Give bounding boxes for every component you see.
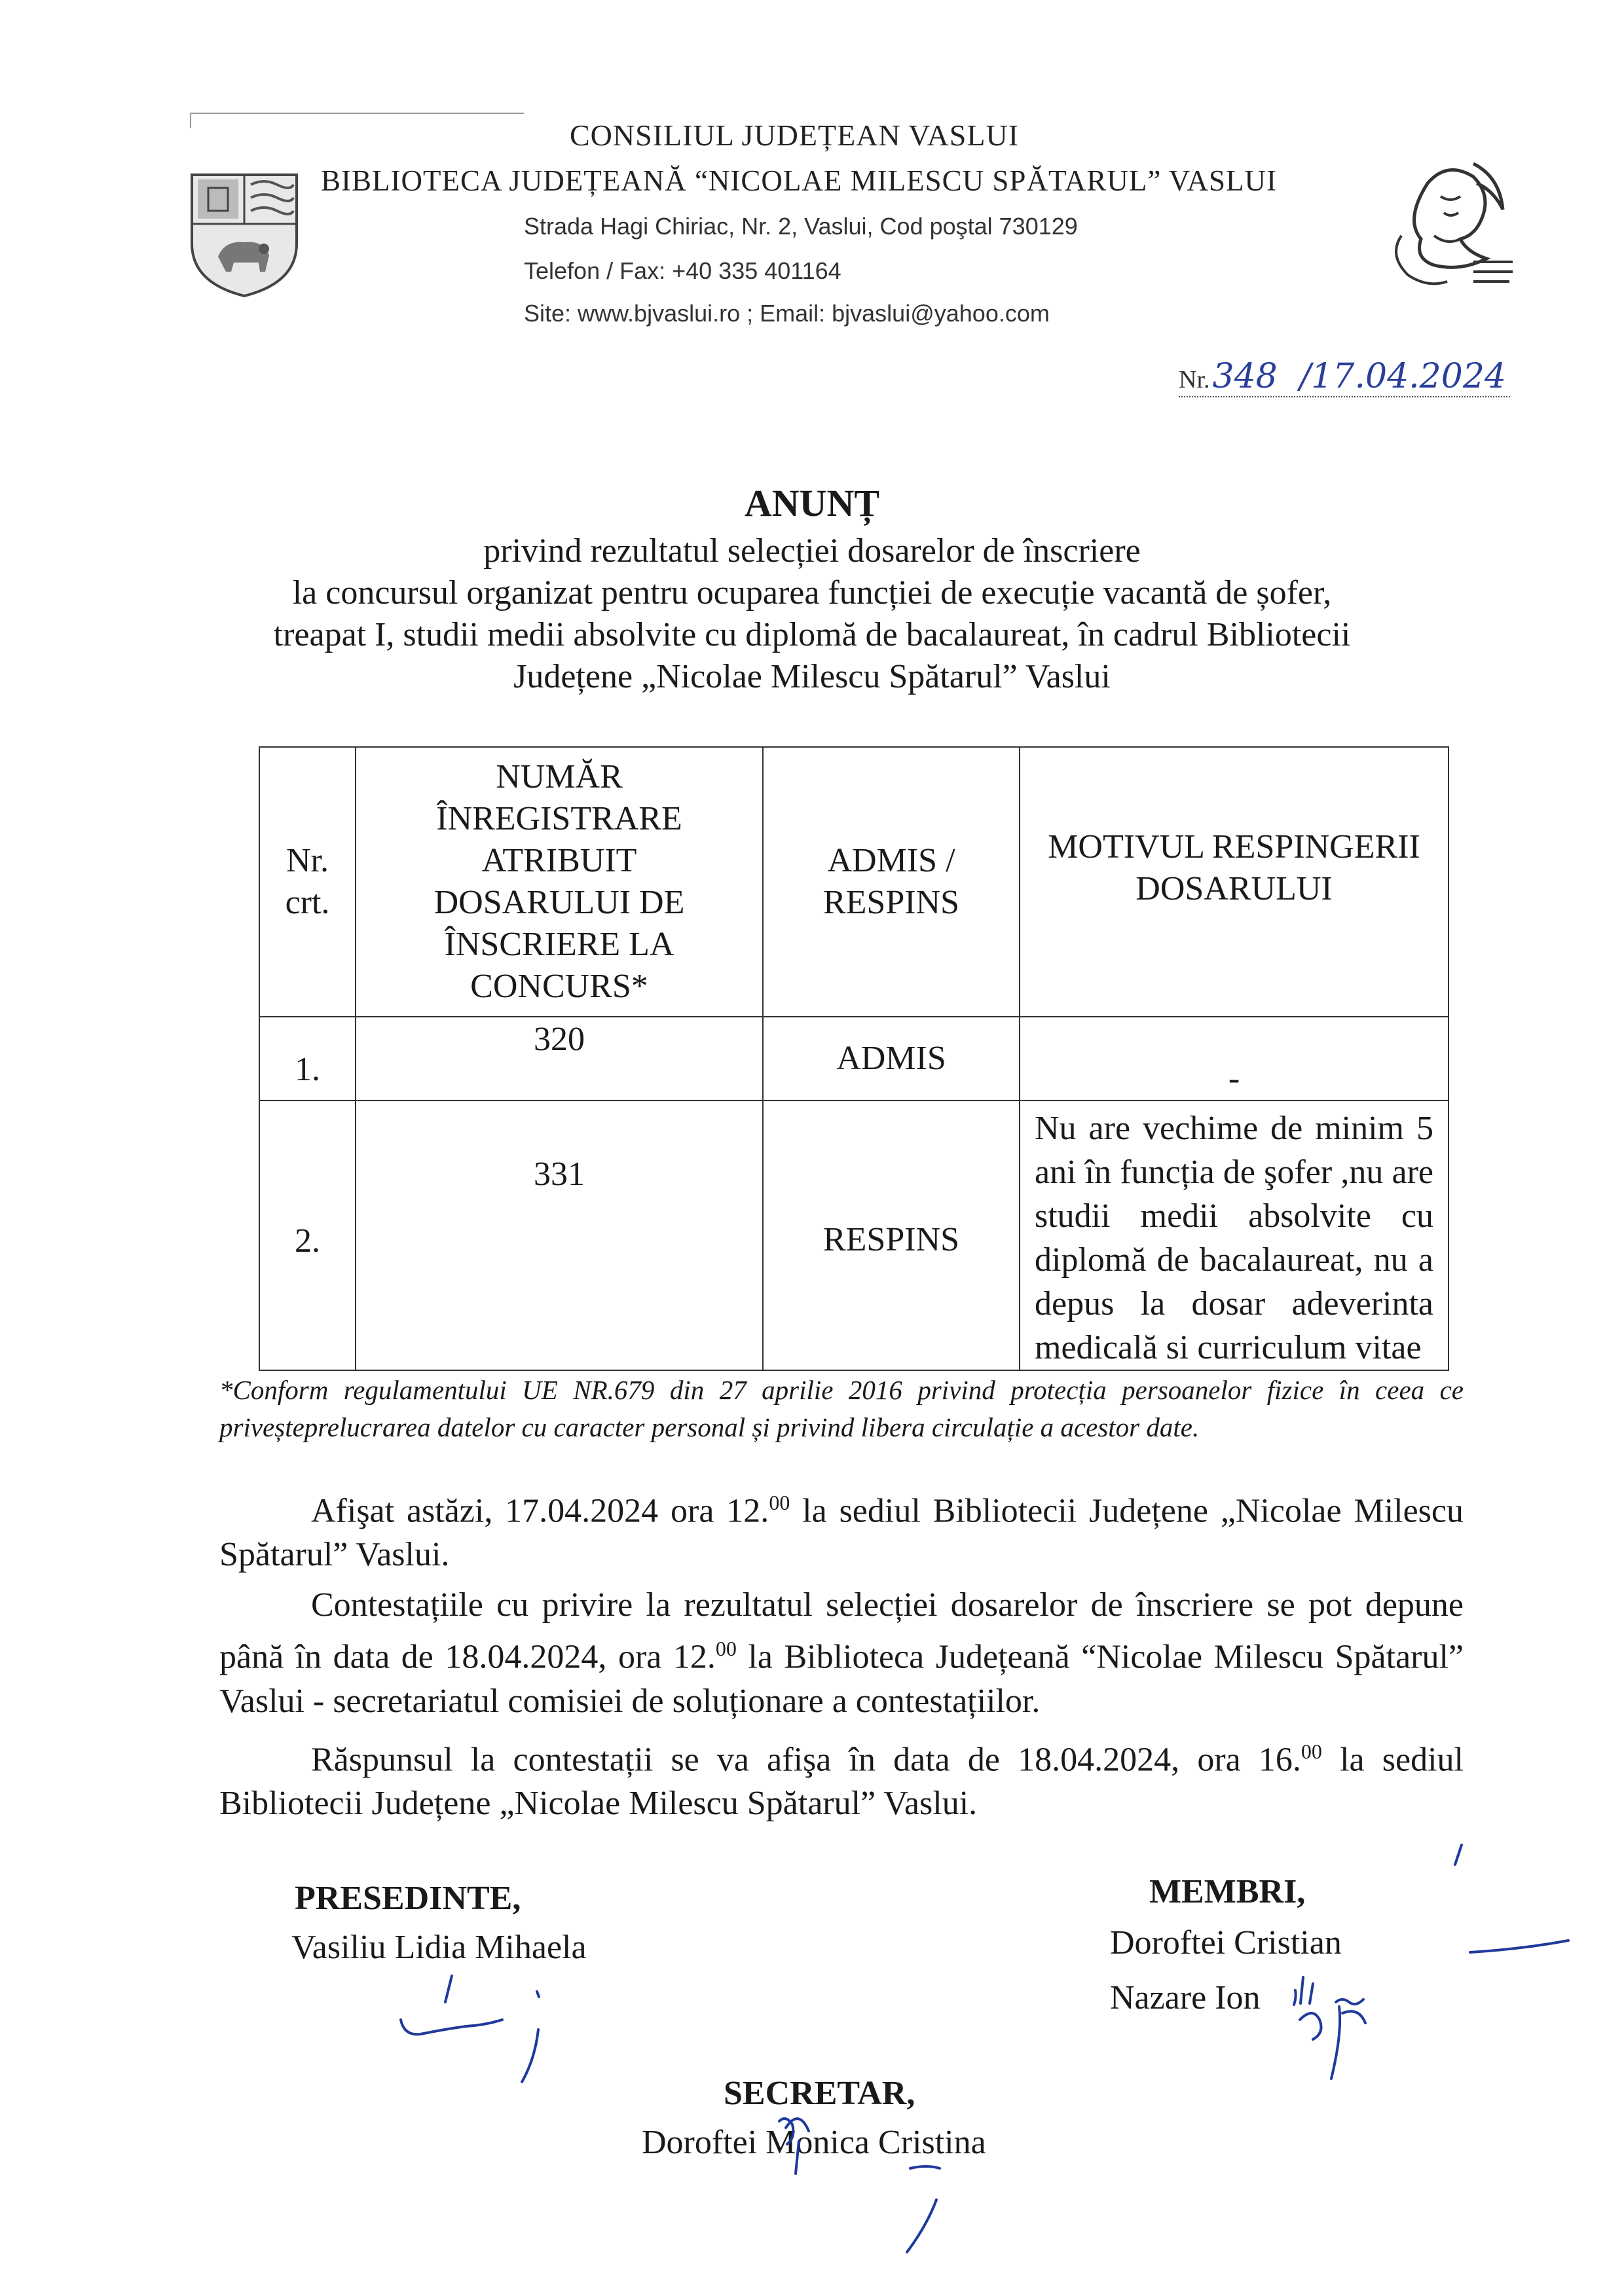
footnote: *Conform regulamentului UE NR.679 din 27 aprilie 2016 privind protecția persoanelor fizice în ceea ce priveșteprelucrarea datelor cu caracter personal și privind libera circulație a acestor date. <box>219 1375 1464 1442</box>
header-nr-crt: Nr. crt. <box>259 747 356 1017</box>
member-name: Nazare Ion <box>1110 1979 1261 2016</box>
library-address: Strada Hagi Chiriac, Nr. 2, Vaslui, Cod poştal 730129 <box>524 213 1078 240</box>
secretary-name: Doroftei Monica Cristina <box>642 2124 986 2161</box>
header-status: ADMIS / RESPINS <box>763 747 1020 1017</box>
header-registration-number: NUMĂR ÎNREGISTRARE ATRIBUIT DOSARULUI DE ÎNSCRIERE LA CONCURS* <box>356 747 763 1017</box>
paragraph-posted: Afişat astăzi, 17.04.2024 ora 12.00 la sediul Bibliotecii Județene „Nicolae Milescu Spătarul” Vaslui. <box>219 1491 1464 1574</box>
row-nr: 2. <box>259 1101 356 1370</box>
row-status: ADMIS <box>763 1017 1020 1101</box>
paragraph-contestations: Contestațiile cu privire la rezultatul selecției dosarelor de înscriere se pot depune până în data de 18.04.2024, ora 12.00 la Biblioteca Județeană “Nicolae Milescu Spătarul” Vaslui - secretariatul comisiei de soluționare a contestațiilor. <box>219 1586 1464 1720</box>
registration-handwritten-date: /17.04.2024 <box>1299 357 1507 396</box>
member-name: Doroftei Cristian <box>1110 1924 1342 1961</box>
library-phone: Telefon / Fax: +40 335 401164 <box>524 257 841 284</box>
paragraph-response: Răspunsul la contestații se va afişa în data de 18.04.2024, ora 16.00 la sediul Bibliotecii Județene „Nicolae Milescu Spătarul” Vaslui. <box>219 1739 1464 1822</box>
registration-prefix: Nr. <box>1179 366 1210 393</box>
subtitle-line: treapat I, studii medii absolvite cu diplomă de bacalaureat, în cadrul Bibliotecii <box>273 616 1351 653</box>
row-registration-number: 331 <box>356 1101 763 1370</box>
registration-handwritten-number: 348 <box>1212 357 1278 396</box>
row-rejection-reason: - <box>1020 1017 1449 1101</box>
subtitle-line: privind rezultatul selecției dosarelor de înscriere <box>483 532 1141 570</box>
library-web-email: Site: www.bjvaslui.ro ; Email: bjvaslui@yahoo.com <box>524 300 1050 327</box>
library-name: BIBLIOTECA JUDEȚEANĂ “NICOLAE MILESCU SPĂTARUL” VASLUI <box>321 164 1277 197</box>
page-title: ANUNȚ <box>744 482 880 524</box>
subtitle-line: la concursul organizat pentru ocuparea funcției de execuție vacantă de șofer, <box>292 574 1332 611</box>
president-title: PRESEDINTE, <box>295 1880 521 1917</box>
header-rejection-reason: MOTIVUL RESPINGERII DOSARULUI <box>1020 747 1449 1017</box>
row-nr: 1. <box>259 1017 356 1101</box>
row-registration-number: 320 <box>356 1017 763 1101</box>
row-status: RESPINS <box>763 1101 1020 1370</box>
president-name: Vasiliu Lidia Mihaela <box>291 1929 587 1966</box>
secretary-title: SECRETAR, <box>724 2075 915 2112</box>
members-title: MEMBRI, <box>1149 1873 1306 1910</box>
council-name: CONSILIUL JUDEȚEAN VASLUI <box>570 118 1020 152</box>
subtitle-line: Județene „Nicolae Milescu Spătarul” Vaslui <box>513 658 1111 695</box>
row-rejection-reason: Nu are vechime de minim 5 ani în funcția de şofer ,nu are studii medii absolvite cu diplomă de bacalaureat, nu a depus la dosar adeverinta medicală si curriculum vitae <box>1020 1101 1449 1370</box>
